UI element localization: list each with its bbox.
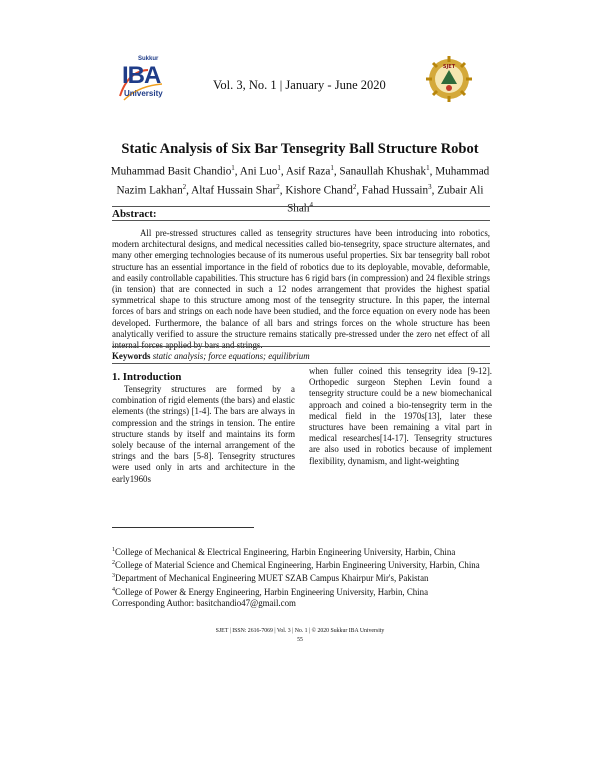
corresponding-author: Corresponding Author: basitchandio47@gmail.com bbox=[112, 597, 296, 608]
author-name: Altaf Hussain Shar bbox=[191, 184, 277, 197]
intro-right-column: when fuller coined this tensegrity idea [9-12]. Orthopedic surgeon Stephen Levin found a tensegrity structure could be a new biomechanical approach and coined a bio-tensegrity term in the medical field in the 1970s[13], later these structures have been remaining a vital part in medical researches[14-17]. Tensegrity structures are also used in robotics because of implement flexibility, dynamism, and light-weighting bbox=[309, 366, 492, 466]
author-affiliation-mark: 4 bbox=[309, 201, 313, 210]
abstract-heading: Abstract: bbox=[112, 208, 157, 220]
keywords-top-divider bbox=[112, 346, 490, 347]
keywords-label: Keywords bbox=[112, 351, 151, 361]
author-name: Fahad Hussain bbox=[361, 184, 429, 197]
author-list: Muhammad Basit Chandio$^1$, Ani Luo$^1$, Asif Raza$^1$, Sanaullah Khushak$^1$, Muhammad Nazim Lakhan$^2$, Altaf Hussain Shar$^2$, Kishore Chand$^2$, Fahad Hussain$^3$, Zubair Ali Shah$^4$ bbox=[110, 164, 490, 215]
footnotes bbox=[112, 545, 490, 609]
footnote-3: $^3$Department of Mechanical Engineering MUET SZAB Campus Khairpur Mir's, Pakistan bbox=[112, 573, 429, 584]
author-affiliation-mark: 1 bbox=[330, 164, 334, 172]
author-affiliation-mark: 3 bbox=[428, 182, 432, 191]
keywords-line bbox=[112, 351, 310, 361]
seal-label: SJET bbox=[442, 64, 456, 70]
author-name: Sanaullah Khushak bbox=[339, 165, 427, 178]
author-affiliation-mark: 1 bbox=[277, 164, 281, 172]
journal-volume: Vol. 3, No. 1 | January - June 2020 bbox=[213, 78, 386, 92]
keywords-bottom-divider bbox=[112, 363, 490, 364]
page-number: 55 bbox=[297, 637, 303, 643]
author-name: Asif Raza bbox=[285, 165, 331, 178]
abstract-heading-divider bbox=[112, 220, 490, 221]
author-name: Zubair Ali Shah bbox=[287, 184, 484, 215]
gear-seal-icon bbox=[426, 56, 472, 102]
author-affiliation-mark: 2 bbox=[352, 182, 357, 191]
sjet-seal-logo bbox=[426, 56, 472, 102]
journal-footer: SJET | ISSN: 2616-7069 | Vol. 3 | No. 1 | © 2020 Sukkur IBA University bbox=[215, 628, 385, 634]
intro-left-column: Tensegrity structures are formed by a combination of rigid elements (the bars) and elastic elements (the strings) [1-4]. The bars are always in compression and the strings in tension. The entire structure stands by itself and maintains its form solely because of the internal arrangement of the strings and the bars [5-8]. Tensegrity structures were used only in arts and architecture in the early1960s bbox=[112, 384, 295, 484]
author-affiliation-mark: 2 bbox=[276, 182, 280, 191]
author-affiliation-mark: 2 bbox=[182, 182, 187, 191]
author-name: Kishore Chand bbox=[285, 184, 353, 197]
abstract-text: All pre-stressed structures called as tensegrity structures have been introducing into robotics, modern architectural designs, and medical necessities called bio-tensegrity, space structure alternates, and many other emerging technologies because of its numerous useful properties. Six bar tensegrity ball robot structure has an essential importance in the field of robotics due to its deployable, movable, deformable, and easily controllable capabilities. This structure has 6 rigid bars (in compression) and 24 flexible strings (in tension) that are connected in such a 12 nodes arrangement that provides the highest spatial symmetrical shape to this structure among most of the tensegrity structure. In this paper, the internal forces of bars and strings on each node have been studied, and the force equation on every node has been developed. Furthermore, the balance of all bars and strings forces on the whole structure has been analytically verified to assure the structure remains statically pre-stressed under the zero net effect of all internal forces applied by bars and strings. bbox=[112, 228, 490, 351]
footnote-2: $^2$College of Material Science and Chemical Engineering, Harbin Engineering University, Harbin, China bbox=[112, 560, 480, 571]
author-affiliation-mark: 1 bbox=[426, 164, 430, 172]
footnote-4: $^4$College of Power & Energy Engineering, Harbin Engineering University, Harbin, China bbox=[112, 586, 429, 597]
logo-top-text: Sukkur bbox=[138, 56, 159, 62]
logo-main-text: IBA bbox=[122, 62, 161, 89]
abstract-top-divider bbox=[112, 206, 490, 207]
footnote-divider bbox=[112, 527, 254, 528]
author-affiliation-mark: 1 bbox=[231, 164, 235, 172]
author-name: Ani Luo bbox=[239, 165, 278, 178]
logo-bottom-text: University bbox=[124, 89, 163, 98]
paper-title: Static Analysis of Six Bar Tensegrity Ball Structure Robot bbox=[121, 141, 479, 157]
abstract-body bbox=[112, 228, 490, 351]
iba-university-logo bbox=[118, 56, 176, 112]
author-name: Muhammad Nazim Lakhan bbox=[116, 165, 490, 197]
keywords-value: static analysis; force equations; equilibrium bbox=[152, 351, 310, 361]
section-heading-introduction: 1. Introduction bbox=[112, 371, 182, 383]
footnote-1: $^1$College of Mechanical & Electrical Engineering, Harbin Engineering University, Harbin, China bbox=[112, 546, 456, 557]
author-name: Muhammad Basit Chandio bbox=[110, 165, 232, 178]
